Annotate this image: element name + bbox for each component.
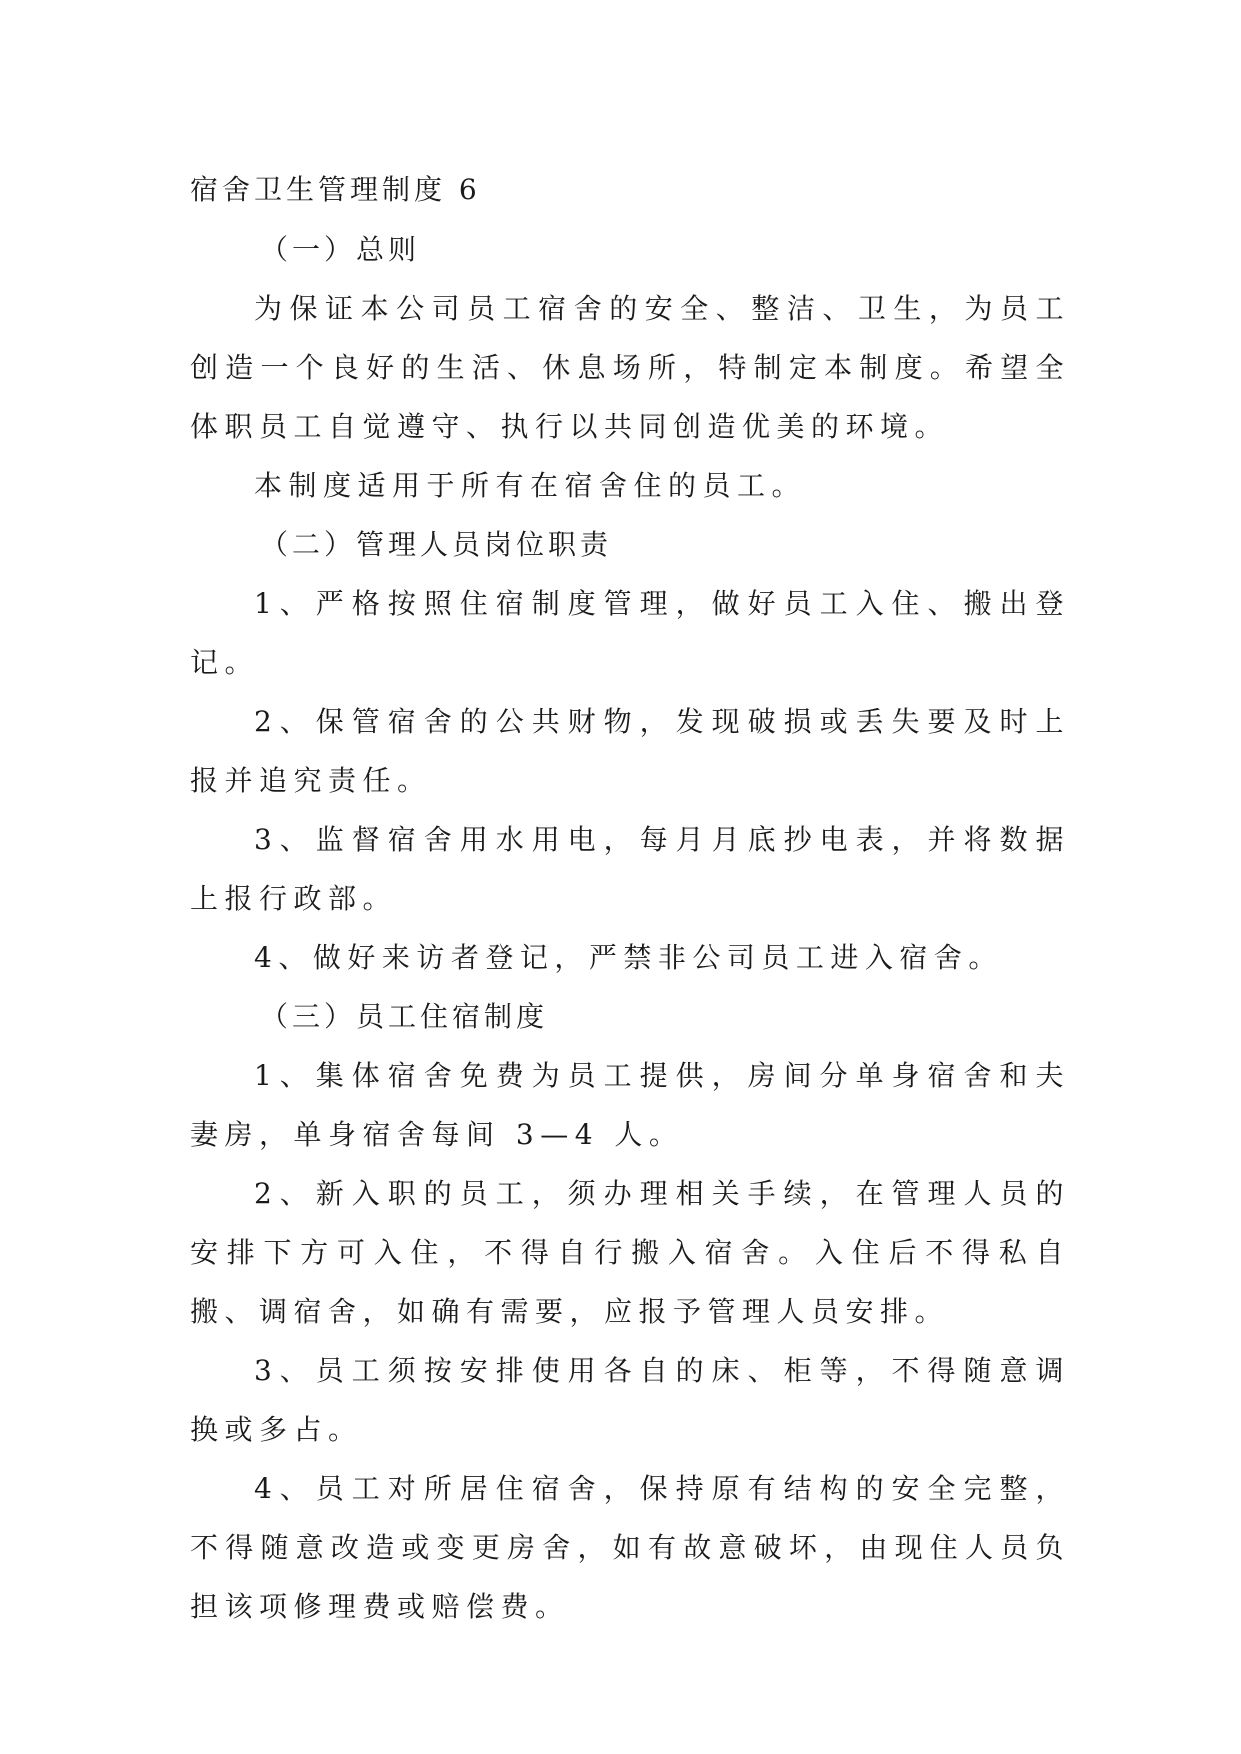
section-heading-general: （一）总则 — [260, 233, 421, 266]
paragraph-purpose: 为保证本公司员工宿舍的安全、整洁、卫生，为员工创造一个良好的生活、休息场所，特制定本制度。希望全体职员工自觉遵守、执行以共同创造优美的环境。 — [190, 292, 1070, 443]
paragraph-rule-2: 2、新入职的员工，须办理相关手续，在管理人员的安排下方可入住，不得自行搬入宿舍。入住后不得私自搬、调宿舍，如确有需要，应报予管理人员安排。 — [190, 1177, 1070, 1328]
paragraph-duty-3: 3、监督宿舍用水用电，每月月底抄电表，并将数据上报行政部。 — [190, 823, 1070, 915]
paragraph-scope: 本制度适用于所有在宿舍住的员工。 — [254, 469, 807, 502]
paragraph-duty-1: 1、严格按照住宿制度管理，做好员工入住、搬出登记。 — [190, 587, 1070, 679]
section-heading-housing-rules: （三）员工住宿制度 — [260, 1000, 549, 1033]
paragraph-rule-4: 4、员工对所居住宿舍，保持原有结构的安全完整，不得随意改造或变更房舍，如有故意破坏，由现住人员负担该项修理费或赔偿费。 — [190, 1472, 1070, 1623]
document-title: 宿舍卫生管理制度 6 — [190, 173, 481, 206]
document-page — [190, 160, 1070, 1636]
paragraph-duty-4: 4、做好来访者登记，严禁非公司员工进入宿舍。 — [254, 941, 1003, 974]
paragraph-rule-1: 1、集体宿舍免费为员工提供，房间分单身宿舍和夫妻房，单身宿舍每间 3—4 人。 — [190, 1059, 1070, 1151]
section-heading-manager-duties: （二）管理人员岗位职责 — [260, 528, 613, 561]
paragraph-duty-2: 2、保管宿舍的公共财物，发现破损或丢失要及时上报并追究责任。 — [190, 705, 1070, 797]
paragraph-rule-3: 3、员工须按安排使用各自的床、柜等，不得随意调换或多占。 — [190, 1354, 1070, 1446]
